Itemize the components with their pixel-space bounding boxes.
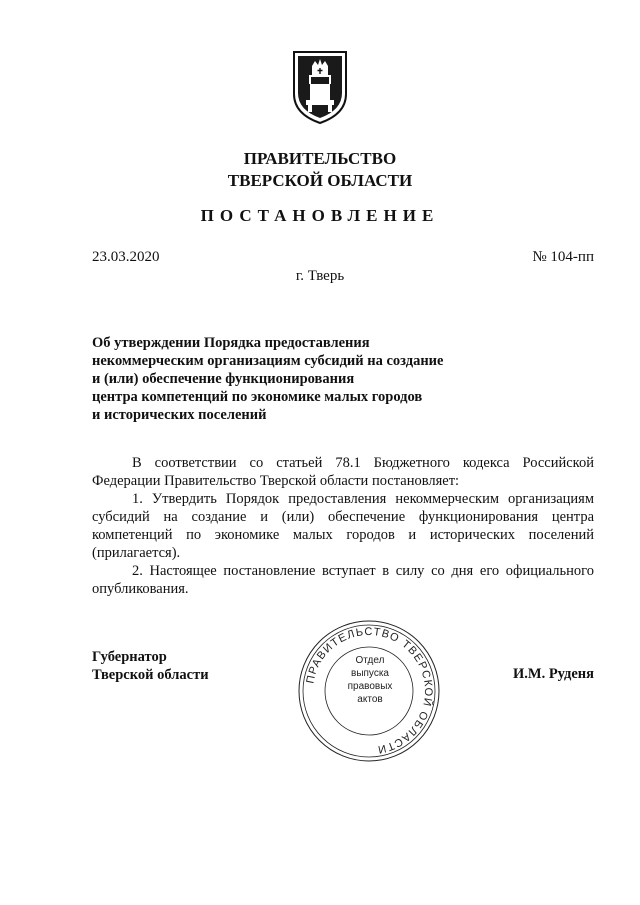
signer-name: И.М. Руденя — [512, 666, 594, 682]
government-title-line2: ТВЕРСКОЙ ОБЛАСТИ — [227, 171, 413, 190]
stamp-inner-line: актов — [357, 694, 383, 705]
coat-of-arms-icon — [290, 48, 350, 126]
document-type: ПОСТАНОВЛЕНИЕ — [200, 206, 440, 225]
subject-line: и (или) обеспечение функционирования — [92, 371, 355, 387]
subject-line: некоммерческим организациям субсидий на создание — [92, 353, 444, 369]
stamp-ring-text: ПРАВИТЕЛЬСТВО ТВЕРСКОЙ ОБЛАСТИ — [304, 625, 435, 756]
subject-line: центра компетенций по экономике малых городов — [92, 389, 423, 405]
stamp-inner-line: выпуска — [351, 668, 389, 679]
stamp-inner-line: правовых — [347, 681, 393, 692]
signer-position-line2: Тверской области — [92, 667, 209, 683]
government-title-line1: ПРАВИТЕЛЬСТВО — [243, 149, 397, 168]
document-body — [92, 454, 594, 598]
government-title — [0, 148, 640, 192]
signer-position — [92, 648, 209, 684]
subject-line: и исторических поселений — [92, 407, 267, 423]
stamp-inner-text — [330, 654, 410, 706]
stamp-inner-line: Отдел — [355, 655, 385, 666]
subject-line: Об утверждении Порядка предоставления — [92, 335, 370, 351]
document-date: 23.03.2020 — [92, 249, 160, 265]
document-number: № 104-пп — [532, 249, 594, 265]
body-paragraph: 2. Настоящее постановление вступает в силу со дня его официального опубликования. — [92, 563, 594, 597]
body-paragraph: В соответствии со статьей 78.1 Бюджетного кодекса Российской Федерации Правительство Тверской области постановляет: — [92, 455, 594, 489]
document-subject — [92, 334, 522, 424]
signer-position-line1: Губернатор — [92, 649, 167, 665]
body-paragraph: 1. Утвердить Порядок предоставления некоммерческим организациям субсидий на создание и (или) обеспечение функционирования центра компетенций по экономике малых городов и исторических поселений (прилагается). — [92, 491, 594, 561]
document-city: г. Тверь — [295, 268, 345, 284]
